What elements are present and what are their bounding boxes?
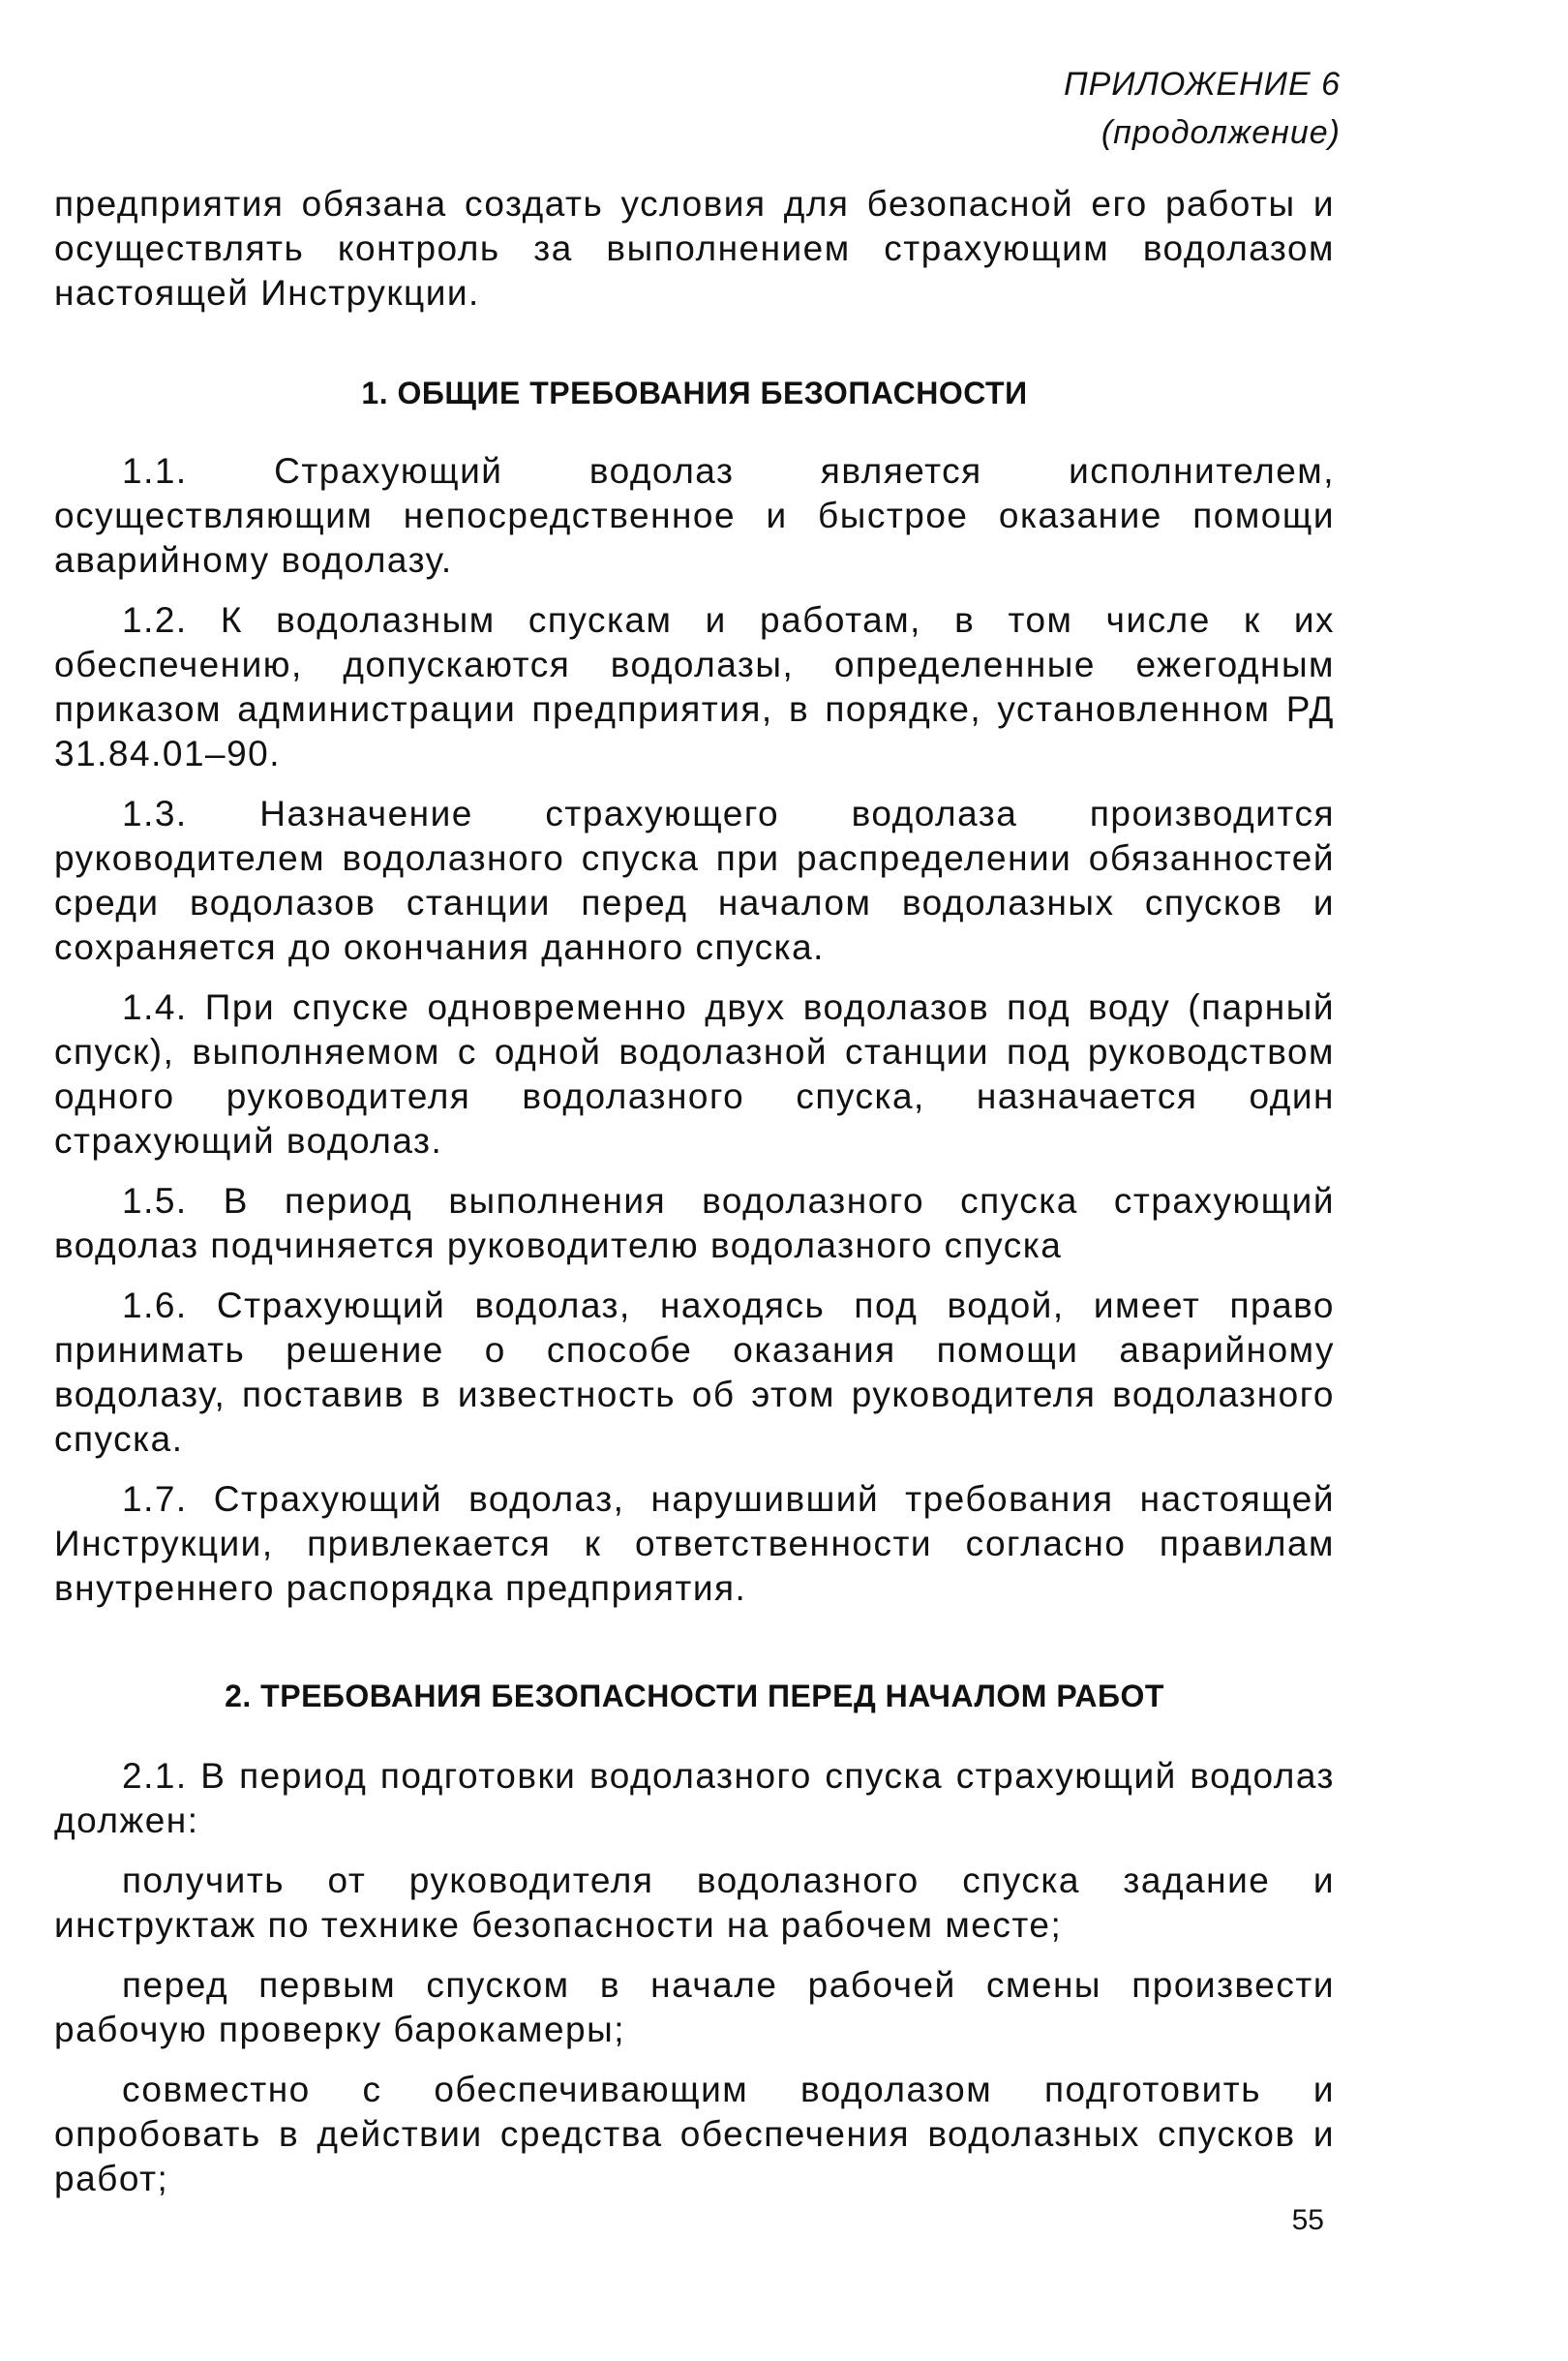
paragraph-1-5: 1.5. В период выполнения водолазного спуска страхующий водолаз подчиняется руководителю водолазного спуска — [54, 1181, 1335, 1265]
paragraph-2-1: 2.1. В период подготовки водолазного спуска страхующий водолаз должен: — [54, 1756, 1335, 1840]
section-2-heading: 2. ТРЕБОВАНИЯ БЕЗОПАСНОСТИ ПЕРЕД НАЧАЛОМ РАБОТ — [225, 1679, 1164, 1713]
document-body — [54, 182, 1335, 2217]
section-1-heading: 1. ОБЩИЕ ТРЕБОВАНИЯ БЕЗОПАСНОСТИ — [361, 376, 1028, 410]
paragraph-1-2: 1.2. К водолазным спускам и работам, в том числе к их обеспечению, допускаются водолазы, определенные ежегодным приказом администрации предприятия, в порядке, установленном РД 31.84.01–90. — [54, 600, 1335, 773]
appendix-header — [1064, 60, 1341, 157]
paragraph-1-7: 1.7. Страхующий водолаз, нарушивший требования настоящей Инструкции, привлекается к ответственности согласно правилам внутреннего распорядка предприятия. — [54, 1479, 1335, 1608]
list-item-instruction: получить от руководителя водолазного спуска задание и инструктаж по технике безопасности на рабочем месте; — [54, 1861, 1335, 1945]
paragraph-1-3: 1.3. Назначение страхующего водолаза производится руководителем водолазного спуска при распределении обязанностей среди водолазов станции перед началом водолазных спусков и сохраняется до окончания данного спуска. — [54, 794, 1335, 967]
intro-paragraph: предприятия обязана создать условия для безопасной его работы и осуществлять контроль за выполнением страхующим водолазом настоящей Инструкции. — [54, 184, 1335, 313]
continuation-note: (продолжение) — [1101, 114, 1341, 151]
paragraph-1-1: 1.1. Страхующий водолаз является исполнителем, осуществляющим непосредственное и быстрое оказание помощи аварийному водолазу. — [54, 451, 1335, 580]
appendix-title: ПРИЛОЖЕНИЕ 6 — [1063, 66, 1341, 103]
paragraph-1-6: 1.6. Страхующий водолаз, находясь под водой, имеет право принимать решение о способе оказания помощи аварийному водолазу, поставив в известность об этом руководителя водолазного спуска. — [54, 1286, 1335, 1459]
list-item-barochamber-check: перед первым спуском в начале рабочей смены произвести рабочую проверку барокамеры; — [54, 1965, 1335, 2049]
page-number: 55 — [1291, 2204, 1324, 2236]
paragraph-1-4: 1.4. При спуске одновременно двух водолазов под воду (парный спуск), выполняемом с одной водолазной станции под руководством одного руководителя водолазного спуска, назначается один страхующий водолаз. — [54, 987, 1335, 1161]
list-item-equipment-test: совместно с обеспечивающим водолазом подготовить и опробовать в действии средства обеспечения водолазных спусков и работ; — [54, 2070, 1335, 2198]
